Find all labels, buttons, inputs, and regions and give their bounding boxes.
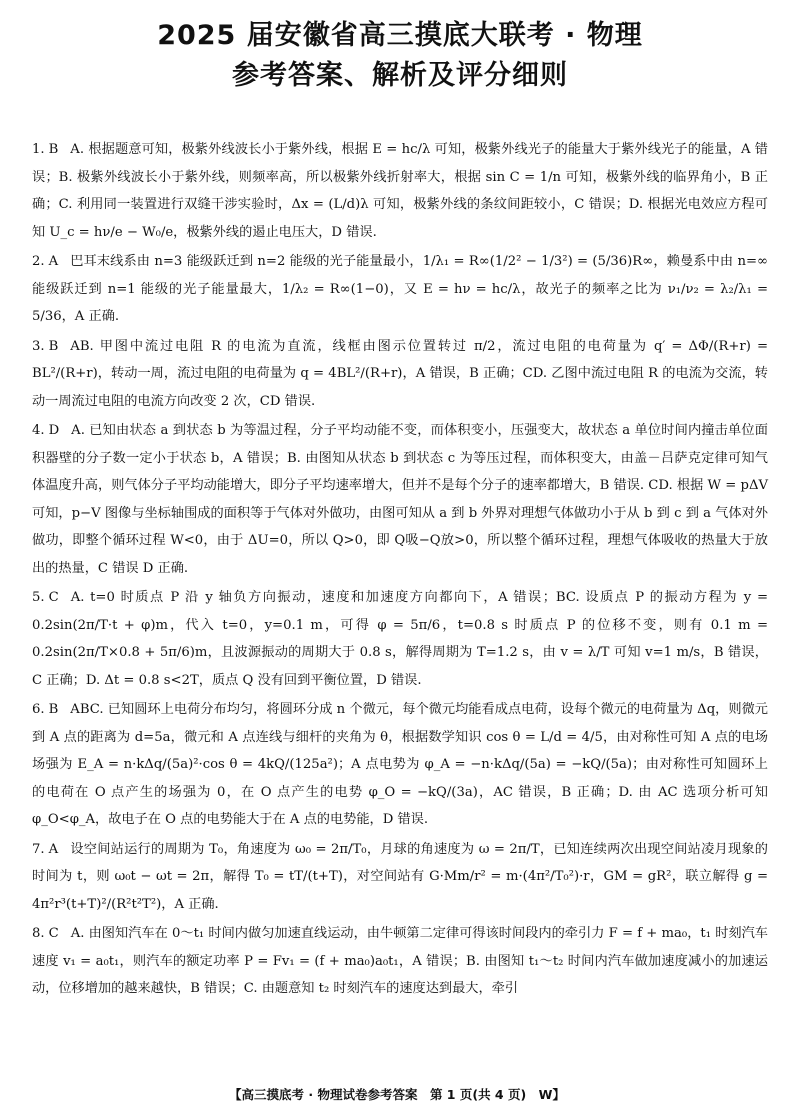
answer-list: [32, 136, 768, 1003]
question-explanation: A. t=0 时质点 P 沿 y 轴负方向振动，速度和加速度方向都向下，A 错误；BC. 设质点 P 的振动方程为 y = 0.2sin(2π/T·t + φ)m，代入 t=0，y=0.1 m，可得 φ = 5π/6，t=0.8 s 时质点 P 的位移不变，则有 0.1 m = 0.2sin(2π/T×0.8 + 5π/6)m，且波源振动的周期大于 0.8 s，解得周期为 T=1.2 s，由 v = λ/T 可知 v=1 m/s，B 错误，C 正确；D. Δt = 0.8 s<2T，质点 Q 没有回到平衡位置，D 错误.: [32, 590, 768, 688]
question-answer: A: [48, 841, 59, 857]
answer-item-1: [32, 136, 768, 246]
answer-item-4: [32, 417, 768, 582]
question-answer: D: [48, 423, 60, 438]
question-explanation: 设空间站运行的周期为 T₀，角速度为 ω₀ = 2π/T₀，月球的角速度为 ω = 2π/T，已知连续两次出现空间站凌月现象的时间为 t，则 ω₀t − ωt = 2π，解得 T₀ = tT/(t+T)，对空间站有 G·Mm/r² = m·(4π²/T₀²)·r，GM = gR²，联立解得 g = 4π²r³(t+T)²/(R²t²T²)，A 正确.: [32, 841, 768, 912]
question-explanation: A. 由图知汽车在 0～t₁ 时间内做匀加速直线运动，由牛顿第二定律可得该时间段内的牵引力 F = f + ma₀，t₁ 时刻汽车速度 v₁ = a₀t₁，则汽车的额定功率 P = Fv₁ = (f + ma₀)a₀t₁，A 错误；B. 由图知 t₁～t₂ 时间内汽车做加速度减小的加速运动，位移增加的越来越快，B 错误；C. 由题意知 t₂ 时刻汽车的速度达到最大，牵引: [32, 926, 768, 996]
question-answer: B: [48, 338, 59, 354]
answer-item-5: [32, 584, 768, 694]
question-explanation: ABC. 已知圆环上电荷分布均匀，将圆环分成 n 个微元，每个微元均能看成点电荷，设每个微元的电荷量为 Δq，则微元到 A 点的距离为 d=5a，微元和 A 点连线与细杆的夹角为 θ，根据数学知识 cos θ = L/d = 4/5，由对称性可知 A 点的电场场强为 E_A = n·kΔq/(5a)²·cos θ = 4kQ/(125a²)；A 点电势为 φ_A = −n·kΔq/(5a) = −kQ/(5a)；由对称性可知圆环上的电荷在 O 点产生的场强为 0，在 O 点产生的电势 φ_O = −kQ/(3a)，AC 错误，B 正确；D. 由 AC 选项分析可知 φ_O<φ_A，故电子在 O 点的电势能大于在 A 点的电势能，D 错误.: [32, 702, 768, 827]
question-number: 7.: [32, 841, 45, 857]
question-explanation: AB. 甲图中流过电阻 R 的电流为直流，线框由图示位置转过 π/2，流过电阻的电荷量为 q′ = ΔΦ/(R+r) = BL²/(R+r)，转动一周，流过电阻的电荷量为 q = 4BL²/(R+r)，A 错误，B 正确；CD. 乙图中流过电阻 R 的电流为交流，转动一周流过电阻的电流方向改变 2 次，CD 错误.: [32, 338, 768, 409]
question-number: 8.: [32, 926, 45, 941]
question-explanation: A. 根据题意可知，极紫外线波长小于紫外线，根据 E = hc/λ 可知，极紫外线光子的能量大于紫外线光子的能量，A 错误；B. 极紫外线波长小于紫外线，则频率高，所以极紫外线折射率大，根据 sin C = 1/n 可知，极紫外线的临界角小，B 正确；C. 利用同一装置进行双缝干涉实验时，Δx = (L/d)λ 可知，极紫外线的条纹间距较小，C 错误；D. 根据光电效应方程可知 U_c = hν/e − W₀/e，极紫外线的遏止电压大，D 错误.: [32, 142, 768, 240]
question-answer: B: [48, 142, 59, 157]
page-footer: 【高三摸底考 · 物理试卷参考答案 第 1 页(共 4 页) W】: [229, 1087, 565, 1102]
answer-item-3: [32, 333, 768, 416]
question-answer: B: [48, 702, 59, 717]
question-answer: C: [48, 926, 59, 941]
answer-item-8: [32, 920, 768, 1003]
question-answer: A: [48, 254, 59, 269]
question-explanation: 巴耳末线系由 n=3 能级跃迁到 n=2 能级的光子能量最小，1/λ₁ = R∞(1/2² − 1/3²) = (5/36)R∞，赖曼系中由 n=∞ 能级跃迁到 n=1 能级的光子能量最大，1/λ₂ = R∞(1−0)，又 E = hν = hc/λ，故光子的频率之比为 ν₁/ν₂ = λ₂/λ₁ = 5/36，A 正确.: [32, 254, 768, 324]
question-number: 4.: [32, 423, 45, 438]
question-answer: C: [48, 590, 59, 605]
document-title: 2025 届安徽省高三摸底大联考 · 物理: [157, 20, 643, 51]
answer-item-7: [32, 836, 768, 919]
question-number: 2.: [32, 254, 45, 269]
question-explanation: A. 已知由状态 a 到状态 b 为等温过程，分子平均动能不变，而体积变小，压强变大，故状态 a 单位时间内撞击单位面积器壁的分子数一定小于状态 b，A 错误；B. 由图知从状态 b 到状态 c 为等压过程，而体积变大，由盖－吕萨克定律可知气体温度升高，则气体分子平均动能增大，即分子平均速率增大，但并不是每个分子的速率都增大，B 错误. CD. 根据 W = pΔV 可知，p−V 图像与坐标轴围成的面积等于气体对外做功，由图可知从 a 到 b 外界对理想气体做功小于从 b 到 c 到 a 气体对外做功，即整个循环过程 W<0，由于 ΔU=0，所以 Q>0，即 Q吸−Q放>0，所以整个循环过程，理想气体吸收的热量大于放出的热量，C 错误 D 正确.: [32, 423, 768, 576]
question-number: 1.: [32, 142, 45, 157]
question-number: 6.: [32, 702, 45, 717]
answer-item-6: [32, 696, 768, 834]
document-subtitle: 参考答案、解析及评分细则: [232, 60, 568, 91]
question-number: 5.: [32, 590, 45, 605]
question-number: 3.: [32, 338, 45, 354]
answer-item-2: [32, 248, 768, 331]
